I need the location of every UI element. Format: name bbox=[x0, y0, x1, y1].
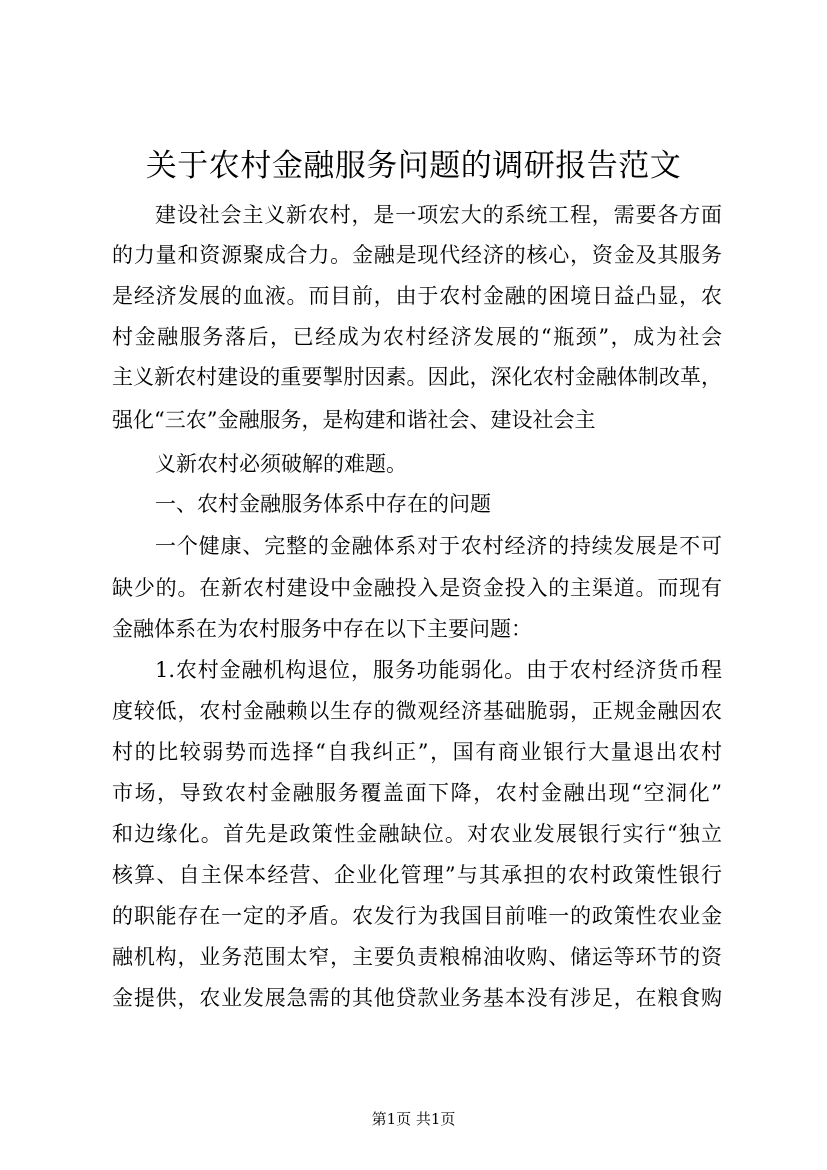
section-heading: 一、农村金融服务体系中存在的问题 bbox=[155, 492, 491, 516]
paragraph-line: 缺少的。在新农村建设中金融投入是资金投入的主渠道。而现有 bbox=[112, 576, 722, 600]
paragraph-line: 1.农村金融机构退位，服务功能弱化。由于农村经济货币程 bbox=[155, 658, 722, 682]
paragraph-line: 村金融服务落后，已经成为农村经济发展的“瓶颈”，成为社会 bbox=[112, 325, 722, 349]
paragraph-line: 的力量和资源聚成合力。金融是现代经济的核心，资金及其服务 bbox=[112, 243, 722, 267]
paragraph-line: 融机构，业务范围太窄，主要负责粮棉油收购、储运等环节的资 bbox=[112, 945, 722, 969]
paragraph-line: 主义新农村建设的重要掣肘因素。因此，深化农村金融体制改革， bbox=[112, 365, 722, 389]
document-title: 关于农村金融服务问题的调研报告范文 bbox=[145, 148, 682, 184]
paragraph-line: 一个健康、完整的金融体系对于农村经济的持续发展是不可 bbox=[155, 534, 722, 558]
paragraph-line: 建设社会主义新农村，是一项宏大的系统工程，需要各方面 bbox=[155, 203, 722, 227]
paragraph-line: 金融体系在为农村服务中存在以下主要问题： bbox=[112, 617, 532, 641]
paragraph-line: 和边缘化。首先是政策性金融缺位。对农业发展银行实行“独立 bbox=[112, 822, 722, 846]
paragraph-line: 是经济发展的血液。而目前，由于农村金融的困境日益凸显，农 bbox=[112, 284, 722, 308]
paragraph-line: 的职能存在一定的矛盾。农发行为我国目前唯一的政策性农业金 bbox=[112, 904, 722, 928]
paragraph-line: 核算、自主保本经营、企业化管理”与其承担的农村政策性银行 bbox=[112, 863, 722, 887]
paragraph-line: 度较低，农村金融赖以生存的微观经济基础脆弱，正规金融因农 bbox=[112, 699, 722, 723]
paragraph-line: 强化“三农”金融服务，是构建和谐社会、建设社会主 bbox=[112, 408, 596, 432]
paragraph-line: 村的比较弱势而选择“自我纠正”，国有商业银行大量退出农村 bbox=[112, 740, 722, 764]
page-footer: 第1页 共1页 bbox=[371, 1110, 456, 1128]
paragraph-line: 市场，导致农村金融服务覆盖面下降，农村金融出现“空洞化” bbox=[112, 781, 722, 805]
paragraph-line: 金提供，农业发展急需的其他贷款业务基本没有涉足，在粮食购 bbox=[112, 986, 722, 1010]
paragraph-line: 义新农村必须破解的难题。 bbox=[155, 452, 407, 476]
